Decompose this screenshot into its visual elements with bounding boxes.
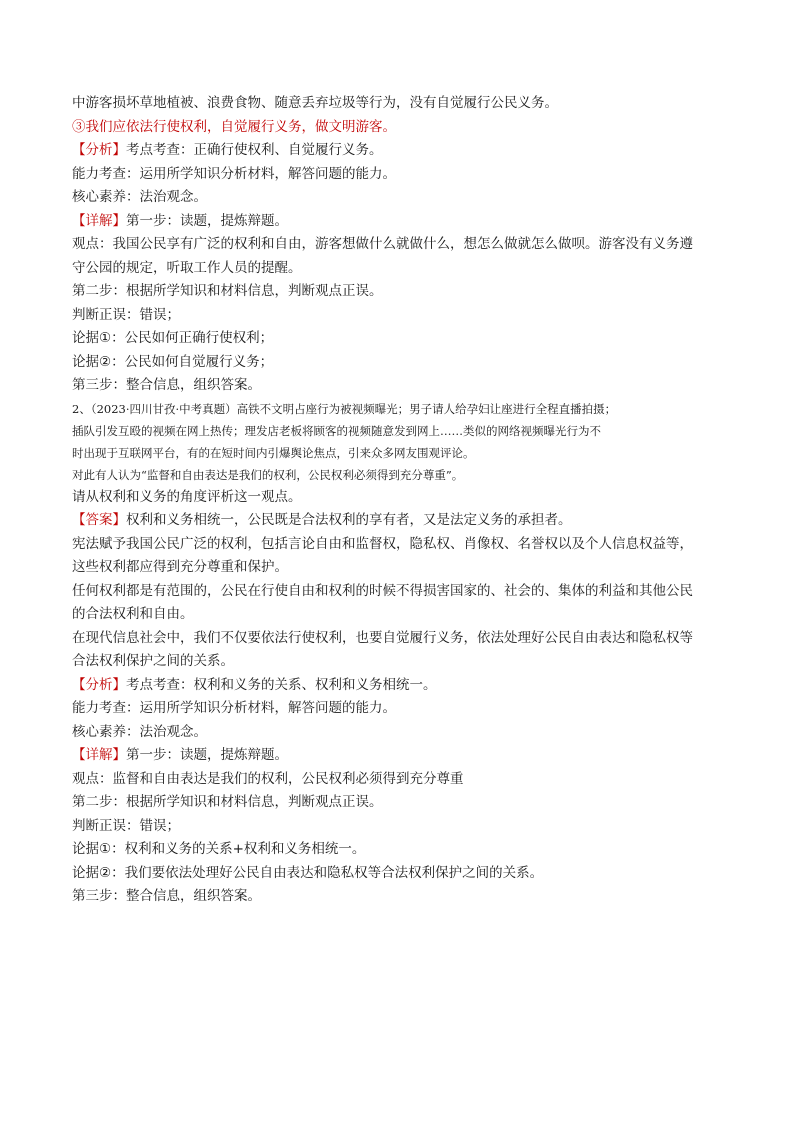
question-2-line-1: 2、（2023·四川甘孜·中考真题）高铁不文明占座行为被视频曝光；男子请人给孕妇让座进行全程直播拍摄； <box>72 401 617 416</box>
argument-2-line-2: 论据②：我们要依法处理好公民自由表达和隐私权等合法权利保护之间的关系。 <box>72 864 544 881</box>
analysis-tag: 【分析】 <box>72 142 126 158</box>
detail-tag-2: 【详解】 <box>72 747 126 763</box>
argument-1-line: 论据①：公民如何正确行使权利； <box>72 330 274 346</box>
answer-text: 权利和义务相统一，公民既是合法权利的享有者，又是法定义务的承担者。 <box>126 512 572 528</box>
question-2-prompt: 请从权利和义务的角度评析这一观点。 <box>72 488 302 505</box>
answer-section <box>72 509 722 533</box>
analysis-text-2: 考点考查：权利和义务的关系、权利和义务相统一。 <box>126 676 437 693</box>
answer-para-4-cont: 合法权利保护之间的关系。 <box>72 653 234 669</box>
detail-tag: 【详解】 <box>72 212 126 229</box>
viewpoint-line: 观点：我国公民享有广泛的权利和自由，游客想做什么就做什么，想怎么做就怎么做呗。游客没有义务遵 <box>72 236 693 252</box>
answer-para-3: 任何权利都是有范围的，公民在行使自由和权利的时候不得损害国家的、社会的、集体的利益和其他公民 <box>72 582 693 599</box>
argument-1-line-2: 论据①：权利和义务的关系+权利和义务相统一。 <box>72 841 366 857</box>
text-line: 中游客损坏草地植被、浪费食物、随意丢弃垃圾等行为，没有自觉履行公民义务。 <box>72 95 558 111</box>
document-body <box>72 92 722 909</box>
analysis-text: 考点考查：正确行使权利、自觉履行义务。 <box>126 142 383 158</box>
argument-2-line: 论据②：公民如何自觉履行义务； <box>72 353 274 370</box>
detail-section <box>72 210 722 234</box>
answer-para-4: 在现代信息社会中，我们不仅要依法行使权利，也要自觉履行义务，依法处理好公民自由表达和隐私权等 <box>72 629 693 646</box>
answer-para-2: 宪法赋予我国公民广泛的权利，包括言论自由和监督权，隐私权、肖像权、名誉权以及个人信息权益等， <box>72 535 693 552</box>
answer-point-3: ③我们应依法行使权利，自觉履行义务，做文明游客。 <box>72 118 396 135</box>
viewpoint-line-2: 观点：监督和自由表达是我们的权利，公民权利必须得到充分尊重 <box>72 770 464 787</box>
step-two-line: 第二步：根据所学知识和材料信息，判断观点正误。 <box>72 283 383 299</box>
judgement-line-2: 判断正误：错误； <box>72 817 180 834</box>
question-2-line-4: 对此有人认为“监督和自由表达是我们的权利，公民权利必须得到充分尊重”。 <box>72 467 464 482</box>
question-2-line-3: 时出现于互联网平台，有的在短时间内引爆舆论焦点，引来众多网友围观评论。 <box>72 445 475 460</box>
core-literacy-line-2: 核心素养：法治观念。 <box>72 723 207 740</box>
step-three-line: 第三步：整合信息，组织答案。 <box>72 377 261 393</box>
answer-para-2-cont: 这些权利都应得到充分尊重和保护。 <box>72 559 288 575</box>
judgement-line: 判断正误：错误； <box>72 306 180 323</box>
analysis-section <box>72 139 722 163</box>
ability-line: 能力考查：运用所学知识分析材料，解答问题的能力。 <box>72 165 396 182</box>
detail-section-2 <box>72 744 722 768</box>
step-three-line-2: 第三步：整合信息，组织答案。 <box>72 888 261 904</box>
detail-text: 第一步：读题，提炼辩题。 <box>126 212 288 229</box>
answer-tag: 【答案】 <box>72 512 126 528</box>
detail-text-2: 第一步：读题，提炼辩题。 <box>126 747 288 763</box>
answer-para-3-cont: 的合法权利和自由。 <box>72 606 194 622</box>
ability-line-2: 能力考查：运用所学知识分析材料，解答问题的能力。 <box>72 700 396 716</box>
viewpoint-line-cont: 守公园的规定，听取工作人员的提醒。 <box>72 259 302 276</box>
step-two-line-2: 第二步：根据所学知识和材料信息，判断观点正误。 <box>72 794 383 810</box>
core-literacy-line: 核心素养：法治观念。 <box>72 189 207 205</box>
question-2-line-2: 插队引发互殴的视频在网上热传；理发店老板将顾客的视频随意发到网上……类似的网络视频曝光行为不 <box>72 423 601 438</box>
analysis-tag-2: 【分析】 <box>72 676 126 693</box>
analysis-section-2 <box>72 674 722 698</box>
